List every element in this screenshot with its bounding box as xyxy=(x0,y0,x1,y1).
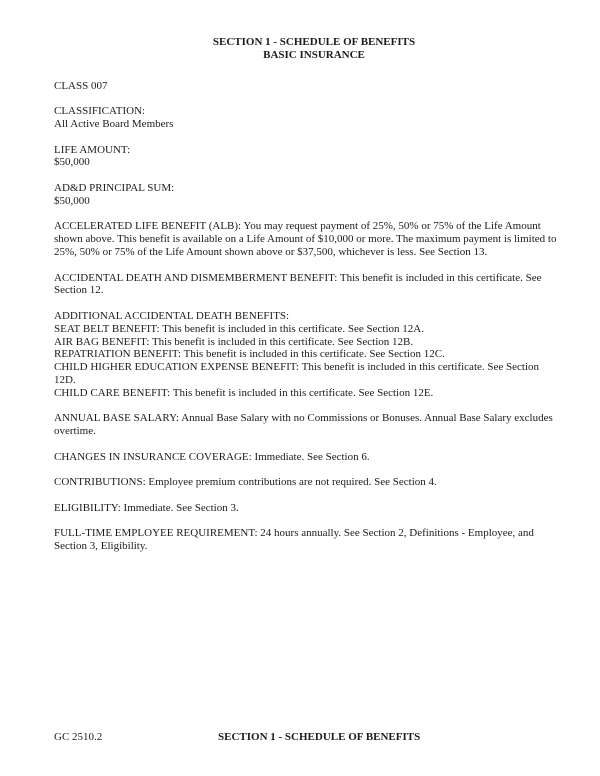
page-footer xyxy=(0,731,600,745)
child-care-benefit-item: CHILD CARE BENEFIT: This benefit is included in this certificate. See Section 12E. xyxy=(54,386,434,399)
full-time-requirement-paragraph: FULL-TIME EMPLOYEE REQUIREMENT: 24 hours annually. See Section 2, Definitions - Employee, and Section 3, Eligibility. xyxy=(54,527,534,553)
header-title-line1: SECTION 1 - SCHEDULE OF BENEFITS xyxy=(212,36,416,48)
seat-belt-benefit-item: SEAT BELT BENEFIT: This benefit is included in this certificate. See Section 12A. xyxy=(54,322,424,335)
footer-section-title: SECTION 1 - SCHEDULE OF BENEFITS xyxy=(218,731,421,743)
annual-base-salary-paragraph: ANNUAL BASE SALARY: Annual Base Salary with no Commissions or Bonuses. Annual Base Salary excludes overtime. xyxy=(54,412,553,438)
life-amount-label: LIFE AMOUNT: xyxy=(54,143,131,156)
additional-benefits-block xyxy=(54,310,562,400)
classification-label: CLASSIFICATION: xyxy=(54,105,146,118)
add-principal-sum-label: AD&D PRINCIPAL SUM: xyxy=(54,181,175,194)
classification-value: All Active Board Members xyxy=(54,117,174,130)
document-header xyxy=(38,36,590,62)
classification-block xyxy=(54,105,562,131)
add-principal-sum-block xyxy=(54,182,562,208)
eligibility-paragraph: ELIGIBILITY: Immediate. See Section 3. xyxy=(54,501,239,514)
contributions-paragraph: CONTRIBUTIONS: Employee premium contributions are not required. See Section 4. xyxy=(54,476,437,489)
repatriation-benefit-item: REPATRIATION BENEFIT: This benefit is included in this certificate. See Section 12C. xyxy=(54,348,445,361)
footer-doc-code: GC 2510.2 xyxy=(54,731,103,743)
life-amount-value: $50,000 xyxy=(54,156,90,169)
additional-benefits-list xyxy=(54,323,562,400)
air-bag-benefit-item: AIR BAG BENEFIT: This benefit is included in this certificate. See Section 12B. xyxy=(54,335,414,348)
accidental-death-benefit-paragraph: ACCIDENTAL DEATH AND DISMEMBERMENT BENEFIT: This benefit is included in this certificate. See Section 12. xyxy=(54,271,542,297)
changes-in-coverage-paragraph: CHANGES IN INSURANCE COVERAGE: Immediate. See Section 6. xyxy=(54,450,370,463)
additional-benefits-heading: ADDITIONAL ACCIDENTAL DEATH BENEFITS: xyxy=(54,309,290,322)
class-line: CLASS 007 xyxy=(54,79,108,92)
child-higher-education-benefit-item: CHILD HIGHER EDUCATION EXPENSE BENEFIT: This benefit is included in this certificate. See Section 12D. xyxy=(54,361,540,386)
life-amount-block xyxy=(54,144,562,170)
add-principal-sum-value: $50,000 xyxy=(54,194,90,207)
accelerated-life-benefit-paragraph: ACCELERATED LIFE BENEFIT (ALB): You may request payment of 25%, 50% or 75% of the Life Amount shown above. This benefit is available on a Life Amount of $10,000 or more. The maximum payment is limited to 25%, 50% or 75% of the Life Amount shown above or $37,500, whichever is less. See Section 13. xyxy=(54,220,557,258)
header-title-line2: BASIC INSURANCE xyxy=(263,48,365,61)
